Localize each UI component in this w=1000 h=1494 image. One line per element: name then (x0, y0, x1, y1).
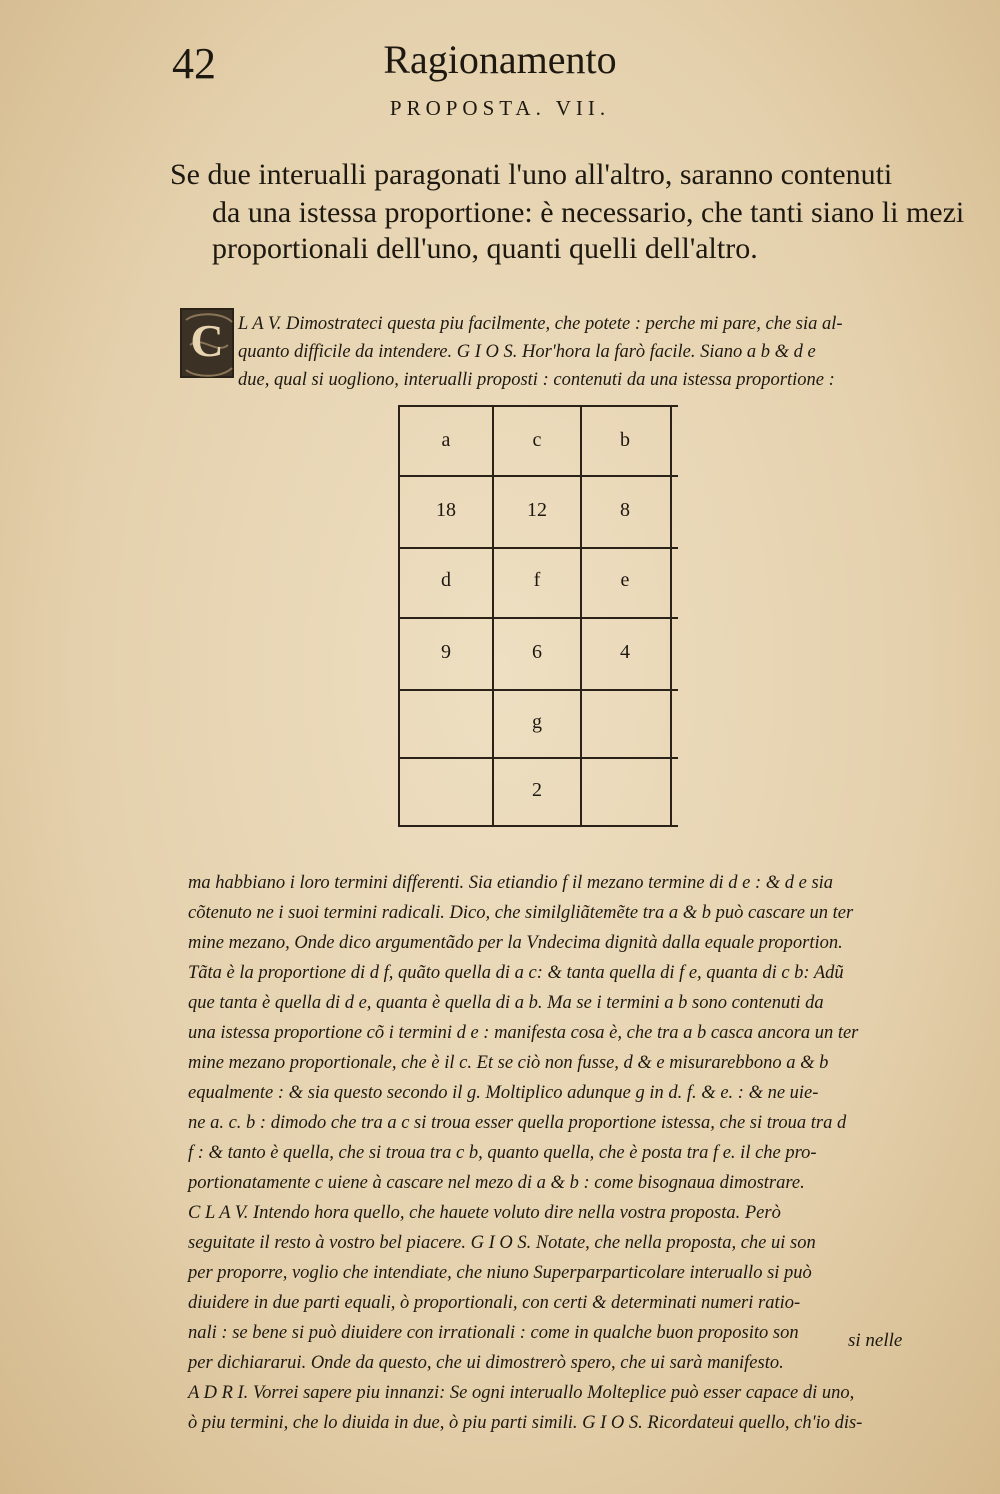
table-cell: 8 (620, 499, 630, 521)
body-text (188, 868, 918, 1438)
proposition-line: proportionali dell'uno, quanti quelli dell'altro. (212, 232, 758, 265)
running-title: Ragionamento (383, 37, 617, 82)
table-cell: 18 (436, 499, 456, 521)
body-line: f : & tanto è quella, che si troua tra c b, quanto quella, che è posta tra f e. il che pro- (188, 1143, 817, 1163)
body-line: diuidere in due parti equali, ò proportionali, con certi & determinati numeri ratio- (188, 1293, 801, 1313)
table-cell: e (620, 569, 630, 591)
body-line: que tanta è quella di d e, quanta è quella di a b. Ma se i termini a b sono contenuti da (188, 993, 824, 1013)
body-line: mine mezano proportionale, che è il c. Et se ciò non fusse, d & e misurarebbono a & b (188, 1053, 829, 1073)
body-line: ma habbiano i loro termini differenti. Sia etiandio f il mezano termine di d e : & d e sia (188, 873, 834, 893)
table-cell: g (532, 711, 542, 733)
table-rule (398, 405, 678, 407)
proposition-line: da una istessa proportione: è necessario, che tanti siano li mezi (212, 196, 965, 229)
table-rule (398, 405, 400, 827)
table-cell: 12 (527, 499, 547, 521)
dialogue-line: L A V. Dimostrateci questa piu facilmente, che potete : perche mi pare, che sia al- (238, 314, 843, 334)
table-rule (398, 475, 678, 477)
dialogue-line: due, qual si uogliono, interualli proposti : contenuti da una istessa proportione : (238, 370, 835, 390)
catchword: si nelle (848, 1330, 903, 1351)
section-heading: PROPOSTA. VII. (389, 96, 611, 120)
table-cell: 9 (441, 641, 451, 663)
body-line: A D R I. Vorrei sapere piu innanzi: Se ogni interuallo Molteplice può esser capace di uno, (188, 1383, 855, 1403)
table-rule (492, 405, 494, 827)
dropcap-letter: C (190, 315, 224, 366)
proposition-line: Se due interualli paragonati l'uno all'altro, saranno contenuti (170, 158, 893, 191)
body-line: mine mezano, Onde dico argumentãdo per la Vndecima dignità dalla equale proportion. (188, 933, 843, 953)
body-line: per dichiararui. Onde da questo, che ui dimostrerò spero, che ui sarà manifesto. (188, 1353, 784, 1373)
decorated-initial (180, 308, 234, 378)
table-cell: 4 (620, 641, 630, 663)
table-cell: a (441, 429, 451, 451)
body-line: C L A V. Intendo hora quello, che hauete voluto dire nella vostra proposta. Però (188, 1203, 781, 1223)
body-line: ò piu termini, che lo diuida in due, ò piu parti simili. G I O S. Ricordateui quello, ch'io dis- (188, 1413, 863, 1433)
table-rule (398, 757, 678, 759)
body-line: equalmente : & sia questo secondo il g. Moltiplico adunque g in d. f. & e. : & ne uie- (188, 1083, 819, 1103)
table-cell: c (532, 429, 542, 451)
table-rule (580, 405, 582, 827)
table-cell: d (441, 569, 451, 591)
body-line: Tãta è la proportione di d f, quãto quella di a c: & tanta quella di f e, quanta di c b: Adũ (188, 963, 844, 983)
table-rule (398, 825, 678, 827)
table-cell: 2 (532, 779, 542, 801)
body-line: nali : se bene si può diuidere con irrationali : come in qualche buon proposito son (188, 1323, 799, 1343)
body-line: per proporre, voglio che intendiate, che niuno Superparparticolare interuallo si può (188, 1263, 812, 1283)
body-line: portionatamente c uiene à cascare nel mezo di a & b : come bisognaua dimostrare. (188, 1173, 805, 1193)
table-cell: b (620, 429, 630, 451)
body-line: seguitate il resto à vostro bel piacere. G I O S. Notate, che nella proposta, che ui son (188, 1233, 816, 1253)
table-rule (398, 547, 678, 549)
proportion-table (398, 405, 678, 830)
dialogue-intro (238, 310, 918, 394)
table-cell: 6 (532, 641, 542, 663)
body-line: cõtenuto ne i suoi termini radicali. Dico, che similgliãtemẽte tra a & b può cascare un ter (188, 903, 854, 923)
body-line: ne a. c. b : dimodo che tra a c si troua esser quella proportione istessa, che si troua tra d (188, 1113, 847, 1133)
page-number: 42 (172, 39, 216, 88)
dialogue-line: quanto difficile da intendere. G I O S. Hor'hora la farò facile. Siano a b & d e (238, 342, 816, 362)
table-cell: f (533, 569, 541, 591)
table-rule (398, 689, 678, 691)
table-rule (398, 617, 678, 619)
table-rule (670, 405, 672, 827)
body-line: una istessa proportione cõ i termini d e : manifesta cosa è, che tra a b casca ancora un ter (188, 1023, 859, 1043)
